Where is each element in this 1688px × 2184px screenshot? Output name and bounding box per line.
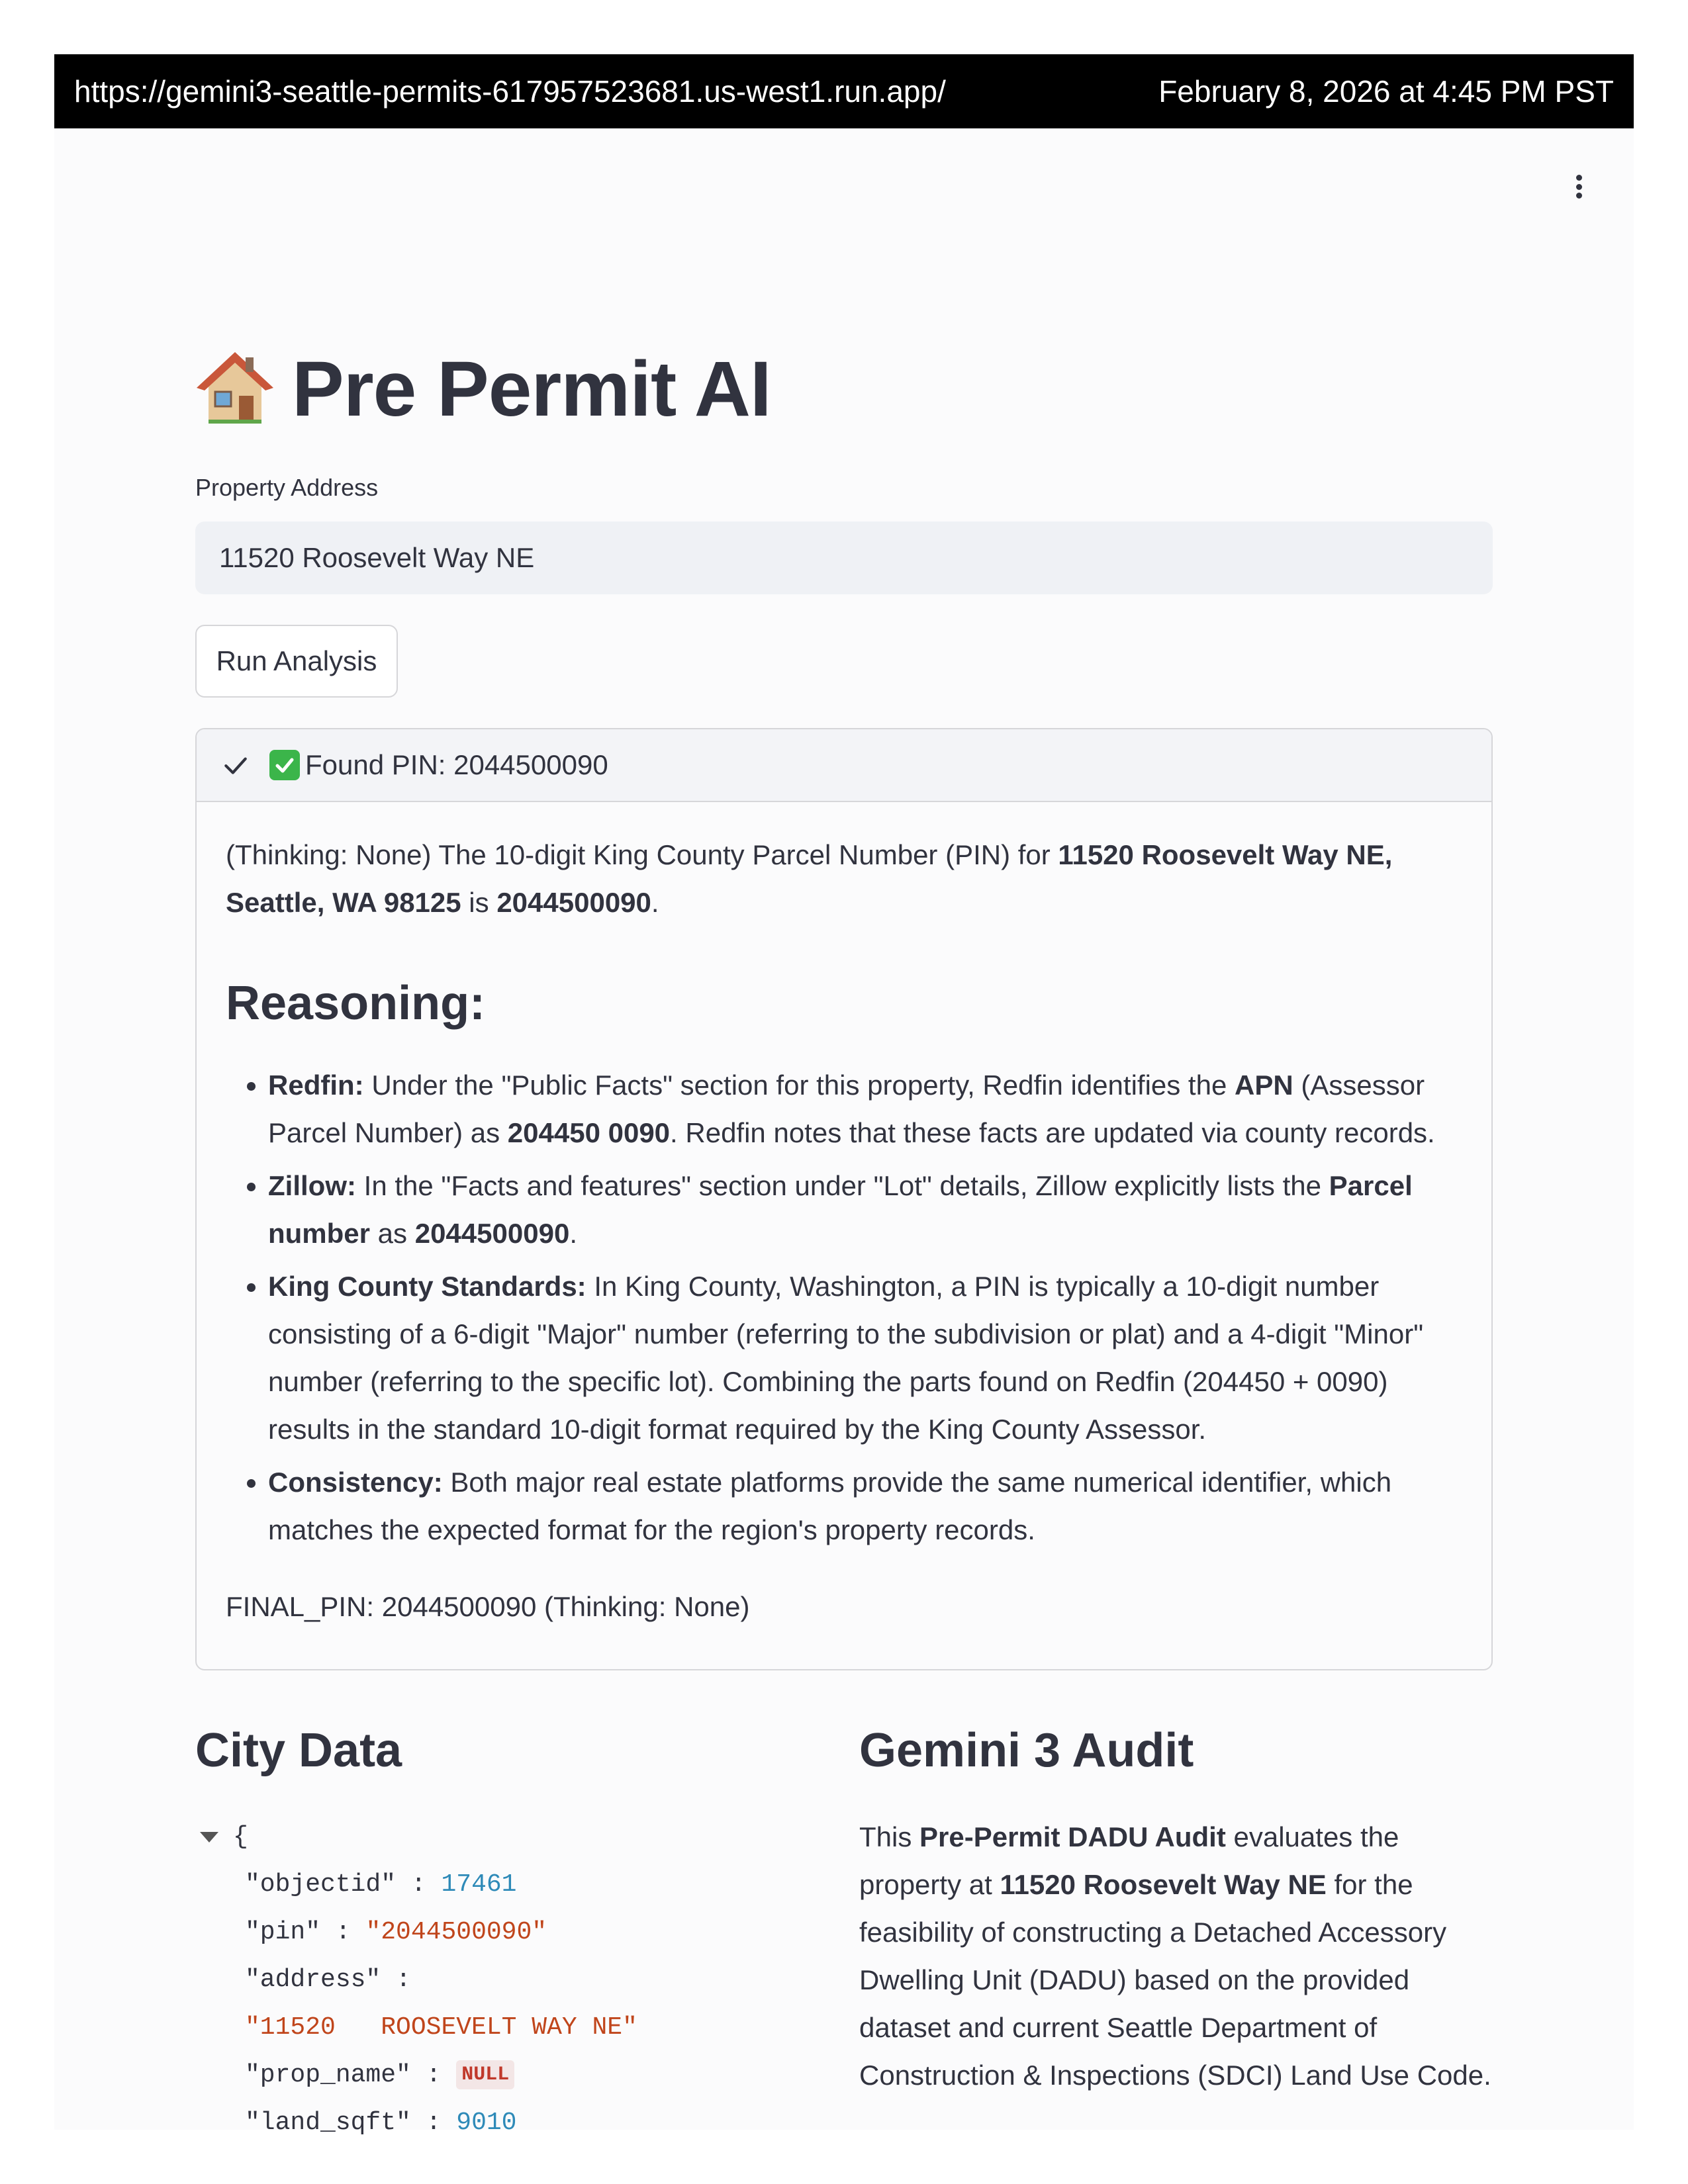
json-row: "prop_name" : NULL bbox=[199, 2052, 794, 2099]
status-body bbox=[197, 802, 1491, 1631]
city-data-heading: City Data bbox=[195, 1724, 402, 1777]
run-analysis-button[interactable]: Run Analysis bbox=[195, 625, 398, 698]
audit-heading: Gemini 3 Audit bbox=[859, 1724, 1194, 1777]
json-root[interactable]: { bbox=[199, 1813, 794, 1861]
browser-bar bbox=[54, 54, 1634, 128]
reasoning-list bbox=[226, 1062, 1462, 1554]
final-pin: FINAL_PIN: 2044500090 (Thinking: None) bbox=[226, 1591, 750, 1622]
timestamp: February 8, 2026 at 4:45 PM PST bbox=[1158, 74, 1614, 109]
pin-intro: (Thinking: None) The 10-digit King County Parcel Number (PIN) for 11520 Roosevelt Way NE, Seattle, WA 98125 is 2044500090. bbox=[226, 839, 1393, 918]
json-viewer bbox=[199, 1813, 794, 2147]
list-item: • King County Standards: In King County, Washington, a PIN is typically a 10-digit number consisting of a 6-digit "Major" number (referring to the subdivision or plat) and a 4-digit "Minor" number (referring to the specific lot). Combining the parts found on Redfin (204450 + 0090) results in the standard 10-digit format required by the King County Assessor. bbox=[268, 1263, 1462, 1453]
reasoning-heading: Reasoning: bbox=[226, 977, 486, 1030]
house-icon bbox=[195, 349, 275, 429]
list-item: • Redfin: Under the "Public Facts" section for this property, Redfin identifies the APN (Assessor Parcel Number) as 204450 0090. Redfin notes that these facts are updated via county records. bbox=[268, 1062, 1462, 1157]
collapse-caret-icon[interactable] bbox=[200, 1832, 218, 1843]
status-header-text: Found PIN: 2044500090 bbox=[305, 749, 608, 780]
app-title-text: Pre Permit AI bbox=[292, 345, 771, 433]
json-row: "11520 ROOSEVELT WAY NE" bbox=[245, 2013, 637, 2042]
audit-summary: This Pre-Permit DADU Audit evaluates the property at 11520 Roosevelt Way NE for the feasibility of constructing a Detached Accessory Dwelling Unit (DADU) based on the provided dataset and current Seattle Department of Construction & Inspections (SDCI) Land Use Code. bbox=[859, 1821, 1491, 2091]
json-row: "pin" : "2044500090" bbox=[245, 1918, 547, 1946]
list-item: • Zillow: In the "Facts and features" section under "Lot" details, Zillow explicitly lists the Parcel number as 2044500090. bbox=[268, 1162, 1462, 1257]
address-input[interactable] bbox=[195, 522, 1493, 594]
check-icon bbox=[222, 751, 250, 779]
page-title bbox=[195, 344, 771, 434]
list-item: • Consistency: Both major real estate platforms provide the same numerical identifier, which matches the expected format for the region's property records. bbox=[268, 1459, 1462, 1554]
json-row: "address" : bbox=[245, 1966, 426, 1994]
status-expander bbox=[195, 728, 1493, 1670]
null-badge: NULL bbox=[456, 2060, 514, 2089]
json-row-partial: "land_sqft" : 9010 bbox=[245, 2109, 517, 2137]
address-label: Property Address bbox=[195, 474, 379, 501]
green-check-icon bbox=[269, 750, 300, 780]
status-header[interactable] bbox=[197, 729, 1491, 802]
json-row: "objectid" : 17461 bbox=[245, 1870, 517, 1899]
more-menu-icon[interactable] bbox=[1566, 173, 1592, 200]
url-text[interactable]: https://gemini3-seattle-permits-617957523681.us-west1.run.app/ bbox=[74, 74, 946, 109]
